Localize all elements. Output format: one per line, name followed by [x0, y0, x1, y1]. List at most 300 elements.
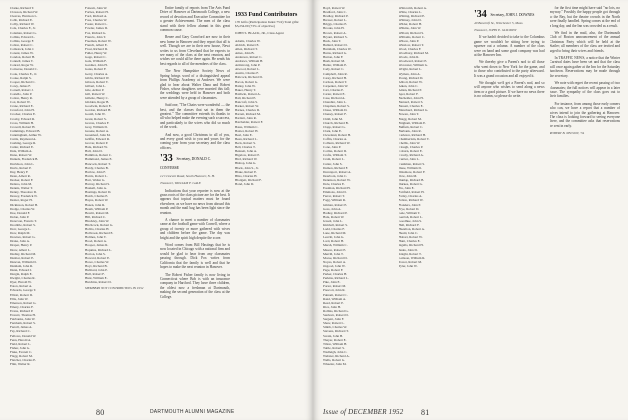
right-col2-name-list: [399, 6, 470, 398]
name-entry: Smith, Charles W.: [323, 325, 347, 330]
name-entry: Gilbert, John L.: [85, 83, 106, 88]
name-entry: Cook, Charles E., Jr.: [10, 71, 38, 76]
name-entry: Cushing, George R.: [10, 141, 37, 146]
name-entry: Clark, John E.: [323, 128, 342, 133]
name-entry: Dorr, George L.: [10, 227, 32, 232]
name-entry: Goodwin, Robert E.: [85, 104, 112, 109]
name-entry: Freeman, Robert W.: [85, 38, 112, 43]
name-entry: Blodgett, Richard F.: [235, 177, 262, 182]
paragraph: And now, a good Christmas to all of you, and every good wish to you and yours for the coming year from your secretary and the class officers.: [160, 132, 230, 150]
name-entry: Ball, Richard E.: [235, 95, 257, 100]
class-33-address: 12 Crescent Road, South Hanover, N. H.: [160, 174, 215, 179]
name-entry: Howard, Robert E.: [85, 255, 110, 260]
name-entry: Horton, John S.: [85, 251, 106, 256]
name-entry: Blake, Robert E.: [235, 169, 257, 174]
name-entry: Dodge, Charles W.: [10, 206, 35, 211]
name-entry: Bullard, Robert D.: [323, 42, 348, 47]
name-entry: Davis, Robert P.: [10, 165, 32, 170]
name-entry: Farrar, Robert T.: [323, 194, 345, 199]
name-entry: Dunlap, Richard B.: [398, 177, 425, 182]
name-entry: Campbell, John R.: [323, 71, 348, 76]
paragraph: We thought we'd get a Parent's nod, and so will anyone who wishes to send along a news item or a good picture. If we have no news there is no column, so please do write.: [474, 81, 545, 99]
name-entry: Howe, Charles W.: [85, 259, 109, 264]
name-entry: Porter, Robert M.: [323, 284, 347, 289]
paragraph: Entire family of reports from The Arts Fund Drive of Hanover at Dartmouth College, a new record of devotion and Executive Committee for a greater Achievement. The men of the class stand with their fellow alumni in this great common cause.: [160, 6, 230, 33]
name-entry: Ames, John B.: [235, 50, 255, 55]
name-entry: Day, Henry F.: [10, 169, 29, 174]
paragraph: In TRAFFIC NEWS, a notice that the Winter Carnival dates have been set and that the class will once again gather at the Inn for the Saturday luncheon. Reservations may be made through the secretary.: [549, 56, 620, 78]
name-entry: Corliss, Robert D.: [323, 149, 347, 154]
name-entry: Collins, George F.: [10, 38, 35, 43]
name-entry: Bird, Richard W.: [235, 157, 258, 162]
name-entry: Bond, John D.: [235, 181, 255, 186]
name-entry: Grant, Robert S.: [85, 116, 107, 121]
name-entry: Hitchcock, Robert G.: [85, 222, 114, 227]
name-entry: Bassett, Charles E.: [398, 104, 424, 109]
name-entry: Davidson, John L.: [10, 161, 35, 166]
name-entry: Ingalls, Richard H.: [398, 243, 424, 248]
name-entry: Francis, John T.: [85, 34, 106, 39]
name-entry: Prescott, John R.: [323, 288, 346, 293]
name-entry: Page, Robert F.: [323, 268, 344, 272]
name-entry: Wells, Robert G.: [323, 358, 346, 363]
class-34-year: '34: [474, 9, 487, 20]
name-entry: Hull, Robert F.: [85, 272, 105, 277]
name-entry: Clough, Charles P.: [398, 145, 424, 150]
name-entry: Noyes, Robert A.: [323, 259, 346, 264]
name-entry: Knight, Robert T.: [398, 251, 422, 256]
name-entry: Dearborn, John C.: [323, 173, 348, 178]
name-entry: Felton, Richard W.: [398, 198, 424, 203]
class-34-address: 40 Bancroft St., Winchester 5, Mass.: [474, 21, 524, 25]
name-entry: Cleaves, Harrison L.: [10, 14, 38, 19]
class-34-heading: [474, 10, 545, 19]
name-entry: Colton, Robert C.: [10, 42, 34, 47]
name-entry: Brigham, William E.: [398, 120, 426, 125]
name-entry: Duncan, William D.: [10, 259, 37, 264]
name-entry: Forbes, Robert H.: [85, 10, 109, 15]
paragraph: The New Hampshire Society News of Spring brings word of a distinguished appeal from Phillips Academy at Andover. We were glad to hear about Walter Dana and Robert Fisher, whose daughters were married this fall; the weddings were held in Hanover and both were attended by a group of classmates.: [160, 69, 230, 100]
name-entry: Emerson, Robert G.: [10, 300, 37, 305]
name-entry: Carpenter, John W.: [323, 83, 349, 88]
name-entry: Blanchard, Richard G.: [398, 108, 429, 113]
name-entry: Cox, Robert W.: [10, 100, 31, 105]
name-entry: French, Albert E.: [85, 42, 108, 47]
name-entry: Bacon, Robert G.: [235, 79, 259, 84]
name-entry: Bryant, Richard S.: [323, 34, 348, 39]
class-34-secretary: Secretary, JOHN J. DOWNES: [490, 13, 535, 17]
paragraph: If we hadn't decided to take to the Columbus game we wouldn't be sitting here trying to squeeze out a column. A number of the class were on hand and some good company was had at the Hanover Inn.: [474, 35, 545, 58]
name-entry: Tyler, John W.: [398, 263, 418, 268]
name-entry: Baldwin, Robert A.: [235, 91, 261, 96]
name-entry: Wilder, Robert H.: [398, 22, 423, 27]
name-entry: Winslow, Robert T.: [398, 42, 425, 47]
name-entry: Dow, Ralph M.: [10, 231, 31, 236]
paragraph: for the first time might have said "no lots, no anyway." Possibly the happy people got through to the Bay, but the theatre crowds in the North were finally handled. Spring comes at the end of a long day, and the Inn was crowded as a result.: [549, 6, 620, 28]
name-entry: Conant, James W.: [10, 51, 34, 56]
name-entry: Emery, Charles F.: [10, 304, 34, 309]
name-entry: Wadleigh, John C.: [323, 349, 348, 354]
name-entry: Hobart, Robert W.: [398, 235, 423, 240]
name-entry: Greene, Robert A.: [85, 128, 109, 133]
name-entry: Dow, John M.: [398, 173, 418, 178]
name-entry: Harvey, Richard S.: [85, 182, 111, 187]
name-entry: Gilman, Robert E.: [323, 202, 348, 207]
name-entry: Ellis, John W.: [10, 296, 29, 301]
name-entry: Kimball, Robert S.: [323, 222, 348, 227]
name-entry: Gage, Robert C.: [85, 55, 107, 60]
name-entry: Crane, Richard E.: [10, 104, 34, 109]
name-entry: Thayer, Robert E.: [323, 337, 347, 342]
fund-heading: 1933 Fund Contributors: [235, 12, 298, 18]
name-entry: Brewer, Robert L.: [323, 18, 347, 23]
name-entry: Webster, Richard A.: [323, 353, 350, 358]
name-entry: Bennett, John A.: [235, 149, 257, 154]
name-entry: Durkee, Robert G.: [398, 182, 423, 187]
name-entry: Hale, Robert W.: [323, 214, 345, 219]
name-entry: Tuttle, Robert S.: [323, 345, 345, 350]
name-entry: Decker, Robert F.: [10, 177, 34, 182]
name-entry: Batchelder, Robert F.: [235, 120, 263, 125]
name-entry: Cooper, Richard C.: [10, 79, 36, 84]
paragraph: We note with regret the recent passing of two classmates; the full notices will appear in a later issue. The sympathy of the class goes out to their families.: [549, 81, 620, 99]
name-entry: Wright, Robert L.: [398, 67, 422, 72]
name-entry: Black, John S., Jr.: [235, 165, 259, 170]
name-entry: Costello, John P.: [10, 91, 32, 96]
name-entry: Dexter, Roger H.: [10, 198, 33, 203]
name-entry: Barrett, Richard M.: [235, 112, 261, 117]
name-entry: Elliott, Robert D.: [10, 292, 33, 297]
class-33-treasurer: Treasurer, WILLIAM F. GALE: [160, 181, 201, 186]
name-entry: Graves, Charles F.: [85, 120, 110, 125]
name-entry: Fogg, William R.: [323, 198, 346, 203]
name-entry: Sargent, John F.: [323, 317, 345, 322]
name-entry: Corey, James F.: [10, 83, 31, 88]
name-entry: Wilson, John P.: [398, 38, 419, 43]
name-entry: Fiske, Everett C.: [10, 349, 33, 354]
name-entry: Foster, Robert L.: [85, 22, 108, 27]
name-entry: Crawford, John H.: [10, 108, 35, 113]
name-entry: Baker, Henry T.: [235, 87, 256, 92]
name-entry: Williams, Robert C.: [398, 34, 425, 39]
name-entry: Aiken, John C.: [398, 83, 419, 88]
name-entry: Everett, Thomas H.: [10, 313, 36, 318]
name-entry: Doe, Donald F.: [10, 210, 31, 215]
name-entry: Colburn, Richard W.: [323, 141, 351, 146]
name-entry: Denny, Theodore D.: [10, 190, 37, 195]
name-entry: Whitcomb, Robert A.: [398, 6, 427, 10]
left-page: [0, 0, 313, 420]
name-entry: Ayer, Robert F.: [398, 91, 419, 96]
left-col2-signature: MEMBERS NOT CONTRIBUTING IN 1952: [85, 286, 144, 291]
left-col3-text: [160, 6, 230, 150]
name-entry: Hart, Walter G.: [85, 177, 106, 182]
name-entry: Gordon, Richard H.: [85, 108, 112, 113]
name-entry: Fenn, Harold A.: [10, 337, 32, 342]
name-entry: Burton, John F.: [323, 55, 344, 60]
name-entry: Coleman, Robert G.: [10, 30, 37, 35]
name-entry: Whiting, Richard E.: [398, 14, 426, 19]
name-entry: Bush, Robert M.: [323, 59, 345, 64]
name-entry: Bradford, John C.: [323, 10, 347, 15]
name-entry: Flint, Walter R.: [10, 362, 31, 367]
name-entry: Wood, Charles F.: [398, 46, 422, 51]
name-entry: Bartlett, John R.: [235, 116, 257, 121]
name-entry: Boyd, Robert W.: [323, 6, 346, 10]
fund-agent: JOHN S. BLACK, JR., Class Agent: [235, 31, 284, 36]
name-entry: Downes, Robert G.: [10, 235, 36, 240]
name-entry: Lane, Richard M.: [323, 231, 347, 236]
paragraph: A chance to meet a number of classmates came at the football game with Cornell, where a group of twenty or more gathered with wives and children before the game. The day was bright and the spirit high despite the score.: [160, 218, 230, 240]
paragraph: For instance, from among those early comers who can, we have a report that a number of wives intend to join the gathering at Hanover. The class is looking forward to seeing everyone there, and the committee asks that reservations be sent in early.: [549, 101, 620, 128]
name-entry: Hinckley, John W.: [85, 218, 110, 223]
name-entry: Chamberlain, Robert T.: [398, 137, 430, 141]
name-entry: Farnham, Robert S.: [10, 321, 36, 326]
name-entry: Chapman, Robert S.: [323, 104, 350, 109]
name-entry: Hancock, Robert T.: [85, 161, 111, 166]
left-col3: [160, 6, 230, 398]
name-entry: Dinsmore, Robert F.: [398, 169, 426, 174]
name-entry: Morse, Richard D.: [323, 255, 348, 260]
right-col3: [474, 6, 545, 398]
name-entry: Andrews, William H.: [235, 59, 264, 64]
name-entry: Cobb, Richard E.: [10, 18, 33, 23]
right-page: [313, 0, 628, 420]
name-entry: Briggs, Charles E.: [323, 22, 348, 27]
name-entry: Fuller, Henry W.: [85, 51, 108, 56]
right-col4: [550, 6, 621, 398]
name-entry: Dudley, Richard M.: [10, 251, 37, 256]
name-entry: Tilton, William H.: [323, 341, 348, 346]
name-entry: Hall, Richard F.: [398, 222, 420, 227]
name-entry: Anderson, Robert C.: [235, 54, 263, 59]
class-33-text: [160, 189, 230, 299]
name-entry: Hatch, Charles E.: [85, 194, 109, 199]
name-entry: Daniels, Frederick B.: [10, 157, 39, 162]
name-entry: Coburn, Robert E.: [398, 149, 423, 154]
name-entry: Crosby, Edward R.: [10, 116, 36, 121]
name-entry: Sanborn, Robert D.: [323, 313, 349, 318]
name-entry: Barnard, Robert S.: [398, 100, 424, 105]
name-entry: Clapp, Robert G.: [323, 124, 346, 129]
name-entry: Heald, John C.: [398, 231, 419, 236]
name-entry: Haskell, John A.: [85, 186, 107, 191]
name-entry: Condon, Robert H.: [10, 55, 36, 60]
class-34-text: [474, 35, 545, 98]
name-entry: Davenport, Robert A.: [323, 169, 352, 174]
name-entry: Dwight, Charles R.: [10, 276, 36, 281]
fund-name-list: [235, 39, 305, 186]
name-entry: Young, Richard D.: [398, 75, 424, 80]
name-entry: Fairfield, Robert H.: [398, 190, 425, 195]
name-entry: Hastings, Robert D.: [85, 190, 112, 195]
name-entry: Bailey, John W.: [235, 83, 256, 88]
name-entry: Cram, Robert L.: [323, 157, 345, 162]
name-entry: Hopkins, Richard L.: [85, 247, 112, 252]
name-entry: Flanders, John P.: [398, 202, 421, 207]
name-entry: Dole, Charles E.: [323, 182, 345, 187]
name-entry: Gibson, Robert T.: [85, 79, 109, 84]
name-entry: Dunbar, Robert E.: [10, 255, 35, 260]
name-entry: Barker, Robert W.: [235, 104, 259, 109]
name-entry: Dyer, Harold W.: [10, 280, 32, 285]
name-entry: Cotton, Henry R.: [10, 96, 33, 101]
name-entry: Rice, John H.: [323, 304, 341, 309]
name-entry: Hooper, James R.: [85, 243, 109, 248]
name-entry: Hadley, Richard P.: [323, 210, 348, 215]
name-entry: Delano, John M.: [10, 182, 32, 187]
name-entry: Rand, William A.: [323, 296, 347, 301]
name-entry: Cunningham, Arthur W.: [10, 132, 42, 137]
left-col2-name-list: [85, 6, 155, 284]
name-entry: Durgin, Ralph E.: [10, 272, 33, 277]
name-entry: Bachelder, John H.: [398, 96, 424, 101]
name-entry: Buffum, Robert C.: [398, 124, 424, 129]
class-33-secretary: Secretary, DONALD C. CONVERSE: [160, 157, 212, 171]
name-entry: Harlow, John F.: [85, 169, 106, 174]
name-entry: Tower, Robert M.: [398, 259, 422, 264]
name-entry: Crosby, Richard A.: [398, 153, 424, 158]
name-entry: Carr, Charles P.: [323, 87, 344, 92]
name-entry: Hunt, Charles E.: [398, 239, 421, 244]
name-entry: Ladd, Charles F.: [323, 227, 345, 232]
name-entry: Crafts, William T.: [323, 153, 347, 158]
name-entry: Flagg, Robert M.: [10, 353, 33, 358]
name-entry: Burns, Richard G.: [323, 51, 347, 56]
name-entry: Curtis, Raymond A.: [10, 137, 37, 141]
name-entry: Cole, Charles F., Jr.: [10, 26, 36, 31]
name-entry: Beal, John E.: [235, 132, 253, 137]
name-entry: Hall, John D.: [85, 149, 103, 154]
name-entry: Clawson, Richard W.: [10, 10, 39, 15]
name-entry: Griffin, Edward R.: [85, 137, 110, 141]
name-entry: Adams, Charles W.: [235, 38, 261, 43]
name-entry: Fisher, John G.: [10, 345, 31, 350]
name-entry: Brown, Robert A.: [323, 30, 347, 35]
name-entry: Dane, William D.: [398, 165, 422, 170]
name-entry: Woodward, Robert E.: [398, 59, 428, 64]
name-entry: Hutchins, Robert D.: [85, 280, 112, 285]
name-entry: Lamson, William R.: [398, 255, 426, 260]
name-entry: White, Charles L.: [398, 10, 422, 15]
name-entry: Currier, John L.: [398, 157, 420, 162]
name-entry: Bragg, Robert M.: [398, 116, 422, 121]
left-col2: [85, 6, 155, 398]
name-entry: Drake, John A.: [10, 239, 30, 244]
name-entry: Bigelow, Robert P.: [235, 153, 260, 158]
name-entry: Eaton, Robert A.: [10, 284, 33, 289]
name-entry: Grover, Robert P.: [85, 141, 108, 146]
name-entry: Beck, Robert S.: [235, 140, 256, 145]
name-entry: Church, Richard B.: [323, 120, 349, 125]
name-entry: Willard, Richard S.: [398, 30, 425, 35]
name-entry: Folsom, John W.: [85, 6, 108, 10]
name-entry: Dickinson, Robert B.: [10, 202, 39, 207]
name-entry: Carlson, Robert T.: [323, 79, 348, 84]
name-entry: Hazelton, Robert A.: [398, 227, 425, 232]
paragraph: Indications that your reporter is now at the grass roots of the class picture are for the best. It appears that topical matters must be found elsewhere, as we have no news from abroad this month and the mail bag has been light since the reunion.: [160, 188, 230, 215]
name-entry: Cornell, Robert J.: [10, 87, 34, 92]
name-entry: Abbott, Robert W.: [398, 79, 423, 84]
name-entry: Dale, William A.: [10, 149, 33, 154]
name-entry: Clarke, Richard T.: [10, 6, 35, 10]
name-entry: Fairbanks, John W.: [10, 317, 36, 322]
name-entry: Cross, William H.: [10, 120, 34, 125]
name-entry: Ford, Richard A.: [85, 14, 108, 19]
name-entry: Crocker, Charles E.: [10, 112, 36, 117]
name-entry: Field, Robert L.: [10, 341, 32, 346]
name-entry: Chellis, John W.: [398, 141, 421, 146]
name-entry: Woods, John R.: [398, 55, 420, 60]
name-entry: Wyman, John A.: [398, 71, 421, 76]
name-entry: Bowen, John T.: [398, 112, 420, 117]
name-entry: Chase, William D.: [323, 108, 348, 113]
name-entry: Eastman, Richard H.: [323, 186, 351, 191]
name-entry: Glidden, Roger B.: [85, 100, 110, 105]
name-entry: Hood, Robert A.: [85, 239, 107, 244]
name-entry: Gillette, Henry C.: [85, 96, 109, 101]
class-33-year: '33: [160, 153, 173, 165]
name-entry: Gile, Arthur P.: [85, 87, 105, 92]
name-entry: Damon, Richard F.: [323, 165, 349, 170]
name-entry: Gardner, John H.: [85, 63, 108, 68]
name-entry: Dolan, John P.: [10, 214, 30, 219]
name-entry: Fellows, Donald W.: [10, 333, 37, 338]
name-entry: Holbrook, Richard E.: [85, 231, 114, 236]
name-entry: Gerrish, Robert L.: [398, 214, 423, 219]
name-entry: Hunt, William E.: [85, 276, 108, 281]
name-entry: Butler, William E.: [323, 63, 348, 68]
name-entry: Converse, Donald C.: [10, 67, 38, 72]
name-entry: Edwards, George T.: [10, 288, 37, 293]
name-entry: Farley, Charles A.: [398, 194, 423, 199]
fund-subheading: 170 Gifts (Participation Index 75.9) Total gifts: $5,234.00 (73% of objective): [235, 20, 300, 29]
name-entry: Drew, Albert L.: [10, 247, 31, 252]
name-entry: Bliss, Charles H.: [235, 173, 258, 178]
name-entry: Frost, Richard D.: [85, 46, 108, 51]
paragraph: Said one, "The Chairs were wonderful — the best, and the classes that sat in them the greatest." The committee extends its thanks to all who helped make the evening such a success, and particularly to the wives who did so much of the work.: [160, 103, 230, 130]
name-entry: Harris, Robert L.: [85, 173, 108, 178]
name-entry: Alden, Richard P.: [398, 87, 422, 92]
name-entry: Dewey, Frederick N.: [10, 194, 38, 199]
name-entry: Gill, Robert W.: [85, 91, 106, 96]
name-entry: Perkins, Richard L.: [323, 276, 349, 281]
paragraph: The Robert Fisher family is now living in Connecticut where Bob is with an insurance company in Hartford. They have three children, the oldest now a freshman at Dartmouth, making the second generation of the class at the College.: [160, 272, 230, 299]
paragraph: We find in the mail, also, the Dartmouth Club of Boston announcement of the annual Christmas Party which will be held at the Statler; all members of the class are invited and urged to bring their wives and friends.: [549, 31, 620, 53]
class-34-treasurer: Treasurer, JOHN E. GLIDDEN: [474, 28, 517, 33]
name-entry: Pike, John E.: [323, 280, 341, 285]
name-entry: Cone, John P.: [323, 145, 341, 150]
name-entry: Cushman, Robert S.: [398, 161, 426, 166]
name-entry: Dunham, John R.: [10, 263, 34, 268]
name-entry: Leavitt, John G.: [323, 235, 345, 240]
name-entry: Goodhue, John S.: [398, 218, 422, 223]
name-entry: Dennison, Robert W.: [323, 177, 351, 182]
name-entry: Putnam, Robert C.: [323, 292, 348, 297]
name-entry: Cutter, John S.: [323, 161, 343, 166]
name-entry: Ela, John E.: [398, 186, 415, 191]
name-entry: Frye, Robert D.: [398, 206, 420, 211]
name-entry: Bates, William C.: [235, 124, 259, 129]
name-entry: Hammond, James E.: [85, 157, 113, 162]
name-entry: Hamilton, Robert C.: [85, 153, 112, 158]
name-entry: Case, Richard A.: [323, 96, 346, 101]
name-entry: Cummings, Edward B.: [10, 128, 41, 133]
name-entry: Greenleaf, John M.: [85, 132, 111, 137]
name-entry: Jenks, John D.: [398, 247, 418, 252]
issue-label: Issue of DECEMBER 1952: [323, 408, 404, 416]
class-33-heading: [160, 154, 230, 172]
